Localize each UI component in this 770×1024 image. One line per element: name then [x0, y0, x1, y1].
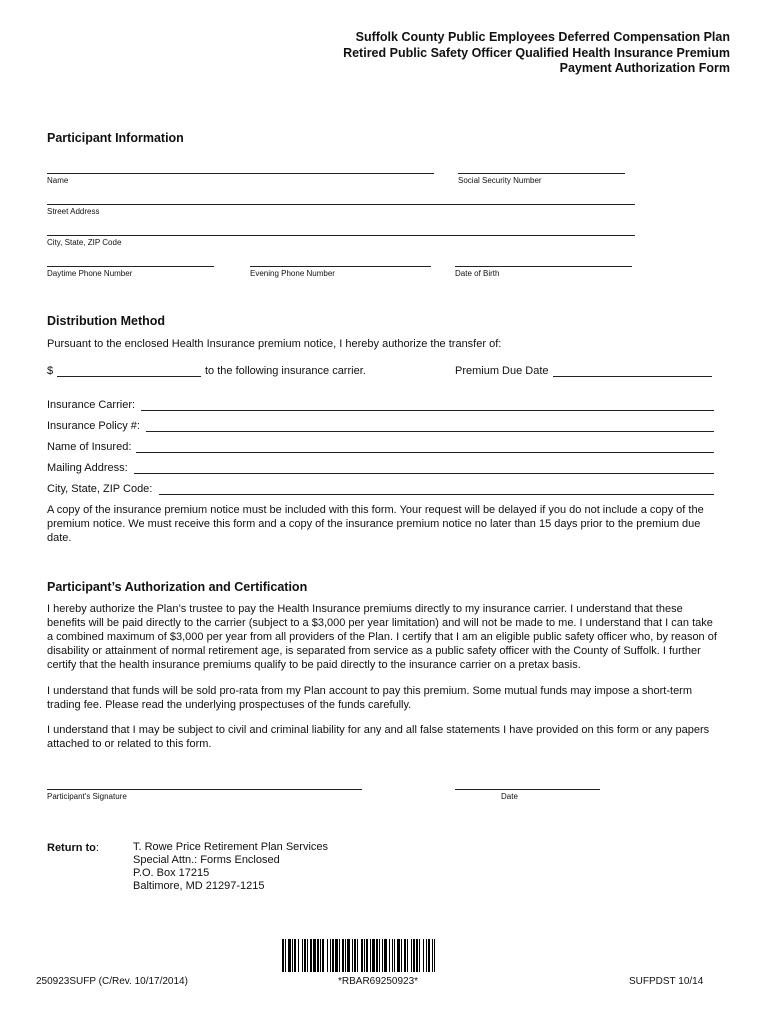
- distribution-note: A copy of the insurance premium notice must be included with this form. Your request will be delayed if you do not include a copy of the premium notice. We must receive this form and a copy of the insurance premium notice no later than 15 days prior to the premium due date.: [47, 504, 704, 544]
- barcode-bar: [320, 939, 321, 972]
- barcode-bar: [285, 939, 286, 972]
- barcode-bar: [330, 939, 331, 972]
- amount-field[interactable]: [57, 376, 201, 377]
- barcode-bar: [364, 939, 365, 972]
- barcode-bar: [419, 939, 420, 972]
- address-line-1: T. Rowe Price Retirement Plan Services: [133, 841, 329, 853]
- city-state-zip-field[interactable]: [47, 235, 635, 236]
- ssn-field[interactable]: [458, 173, 625, 174]
- barcode-bar: [428, 939, 430, 972]
- barcode-bar: [339, 939, 340, 972]
- address-line-4: Baltimore, MD 21297-1215: [133, 880, 265, 892]
- premium-due-label: Premium Due Date: [455, 365, 549, 377]
- header-line-1: Suffolk County Public Employees Deferred Compensation Plan: [355, 30, 730, 44]
- barcode-bar: [361, 939, 363, 972]
- barcode-text: *RBAR69250923*: [338, 976, 419, 987]
- barcode-bar: [352, 939, 353, 972]
- header-line-3: Payment Authorization Form: [559, 61, 730, 75]
- mailing-label: Mailing Address:: [47, 462, 128, 474]
- barcode-bar: [288, 939, 291, 972]
- barcode-bar: [370, 939, 371, 972]
- barcode-bar: [342, 939, 344, 972]
- carrier-label: Insurance Carrier:: [47, 399, 136, 411]
- participant-info-title: Participant Information: [47, 131, 184, 145]
- barcode-bar: [354, 939, 356, 972]
- barcode-bar: [407, 939, 408, 972]
- signature-label: Participant's Signature: [47, 792, 127, 801]
- barcode-bar: [302, 939, 303, 972]
- ssn-label: Social Security Number: [458, 176, 542, 185]
- address-line-3: P.O. Box 17215: [133, 867, 210, 879]
- barcode-bar: [313, 939, 316, 972]
- barcode-bar: [392, 939, 393, 972]
- barcode-bar: [357, 939, 358, 972]
- barcode-bar: [382, 939, 383, 972]
- authorization-para-3: I understand that I may be subject to civil and criminal liability for any and all false statements I have provided on this form or any papers attached to or related to this form.: [47, 724, 710, 750]
- name-field[interactable]: [47, 173, 434, 174]
- barcode-bar: [426, 939, 427, 972]
- authorization-title: Participant’s Authorization and Certification: [47, 580, 308, 594]
- insured-field[interactable]: [136, 452, 714, 453]
- dist-city-field[interactable]: [159, 494, 714, 495]
- barcode-bar: [298, 939, 299, 972]
- barcode-bar: [432, 939, 433, 972]
- daytime-phone-field[interactable]: [47, 266, 214, 267]
- authorization-para-2: I understand that funds will be sold pro-rata from my Plan account to pay this premium. Some mutual funds may impose a short-term trading fee. Please read the underlying prospectuses of the funds carefully.: [47, 685, 693, 711]
- date-of-birth-field[interactable]: [455, 266, 632, 267]
- form-code: SUFPDST 10/14: [629, 976, 704, 987]
- barcode-bar: [397, 939, 400, 972]
- barcode-bar: [347, 939, 350, 972]
- premium-due-field[interactable]: [553, 376, 712, 377]
- street-address-label: Street Address: [47, 207, 100, 216]
- dollar-sign: $: [47, 365, 54, 377]
- barcode-bar: [304, 939, 306, 972]
- barcode-bar: [366, 939, 368, 972]
- barcode-bar: [379, 939, 380, 972]
- evening-phone-field[interactable]: [250, 266, 431, 267]
- daytime-phone-label: Daytime Phone Number: [47, 269, 133, 278]
- authorization-para-1: I hereby authorize the Plan’s trustee to pay the Health Insurance premiums directly to my insurance carrier. I understand that these benefits will be paid directly to the carrier (subject to a $3,000 per year limitation) and will not be made to me. I understand that I can take a combined maximum of $3,000 per year from all providers of the Plan. I certify that I am an eligible public safety officer who, by reason of disability or attainment of normal retirement age, is separated from service as a public safety officer with the County of Suffolk. I further certify that the health insurance premiums qualify to be paid directly to the insurance carrier on a pretax basis.: [47, 603, 717, 671]
- policy-field[interactable]: [146, 431, 714, 432]
- barcode-bar: [384, 939, 387, 972]
- barcode-bar: [411, 939, 412, 972]
- barcode-bar: [423, 939, 424, 972]
- barcode-bar: [434, 939, 435, 972]
- barcode-bar: [394, 939, 395, 972]
- barcode-bar: [310, 939, 312, 972]
- return-to-colon: :: [95, 842, 99, 854]
- form-header: [343, 30, 730, 77]
- dist-city-label: City, State, ZIP Code:: [47, 483, 153, 495]
- barcode-bar: [416, 939, 418, 972]
- barcode-bar: [372, 939, 375, 972]
- barcode-bar: [335, 939, 338, 972]
- mailing-field[interactable]: [134, 473, 714, 474]
- barcode-bar: [317, 939, 319, 972]
- to-carrier-text: to the following insurance carrier.: [205, 365, 366, 377]
- address-line-2: Special Attn.: Forms Enclosed: [133, 854, 280, 866]
- street-address-field[interactable]: [47, 204, 635, 205]
- barcode-bar: [413, 939, 415, 972]
- barcode-bar: [327, 939, 328, 972]
- city-state-zip-label: City, State, ZIP Code: [47, 238, 122, 247]
- return-address: [133, 841, 328, 893]
- evening-phone-label: Evening Phone Number: [250, 269, 335, 278]
- distribution-intro: Pursuant to the enclosed Health Insurance premium notice, I hereby authorize the transfer of:: [47, 338, 502, 350]
- policy-label: Insurance Policy #:: [47, 420, 140, 432]
- date-of-birth-label: Date of Birth: [455, 269, 500, 278]
- signature-field[interactable]: [47, 789, 362, 790]
- barcode: [282, 939, 489, 972]
- carrier-field[interactable]: [141, 410, 714, 411]
- return-to-label: [47, 841, 99, 855]
- date-field[interactable]: [455, 789, 600, 790]
- header-line-2: Retired Public Safety Officer Qualified Health Insurance Premium: [343, 45, 730, 60]
- barcode-bar: [345, 939, 346, 972]
- barcode-bar: [389, 939, 390, 972]
- distribution-title: Distribution Method: [47, 314, 166, 328]
- barcode-bar: [307, 939, 308, 972]
- barcode-bar: [401, 939, 402, 972]
- barcode-bar: [376, 939, 378, 972]
- barcode-bar: [332, 939, 334, 972]
- insured-label: Name of Insured:: [47, 441, 132, 453]
- barcode-bar: [294, 939, 296, 972]
- return-to-label-text: Return to: [47, 842, 96, 854]
- name-label: Name: [47, 176, 69, 185]
- barcode-bar: [404, 939, 406, 972]
- barcode-bar: [322, 939, 324, 972]
- date-label: Date: [501, 792, 518, 801]
- form-number: 250923SUFP (C/Rev. 10/17/2014): [36, 976, 188, 987]
- barcode-bar: [282, 939, 284, 972]
- barcode-bar: [292, 939, 293, 972]
